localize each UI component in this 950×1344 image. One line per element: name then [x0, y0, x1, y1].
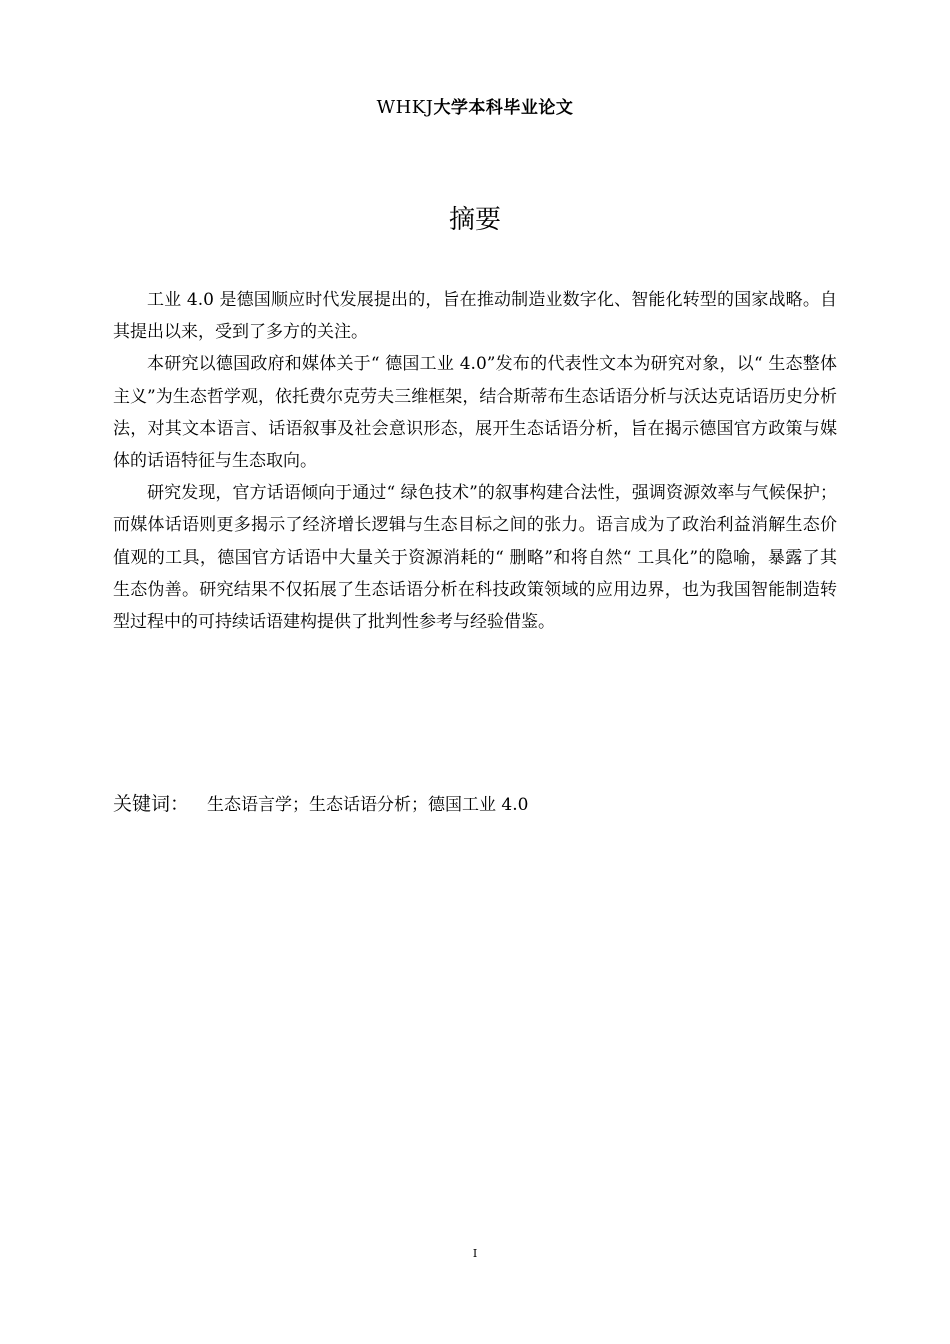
abstract-paragraph-3: 研究发现，官方话语倾向于通过“ 绿色技术”的叙事构建合法性，强调资源效率与气候保护；而媒体话语则更多揭示了经济增长逻辑与生态目标之间的张力。语言成为了政治利益消解生态价值观的工具，德国官方话语中大量关于资源消耗的“ 删略”和将自然“ 工具化”的隐喻，暴露了其生态伪善。研究结果不仅拓展了生态话语分析在科技政策领域的应用边界，也为我国智能制造转型过程中的可持续话语建构提供了批判性参考与经验借鉴。 — [113, 483, 837, 633]
page-number: I — [472, 1247, 478, 1260]
keywords-line — [113, 788, 837, 821]
keywords-value: 生态语言学；生态话语分析；德国工业 4.0 — [207, 795, 529, 815]
header-prefix: WHKJ — [376, 97, 434, 118]
header-suffix: 大学本科毕业论文 — [433, 98, 574, 118]
abstract-body — [113, 284, 837, 638]
abstract-paragraph-2: 本研究以德国政府和媒体关于“ 德国工业 4.0”发布的代表性文本为研究对象，以“ 生态整体主义”为生态哲学观，依托费尔克劳夫三维框架，结合斯蒂布生态话语分析与沃达克话语历史分析法，对其文本语言、话语叙事及社会意识形态，展开生态话语分析，旨在揭示德国官方政策与媒体的话语特征与生态取向。 — [113, 354, 837, 472]
running-header — [0, 96, 950, 120]
abstract-paragraph-1: 工业 4.0 是德国顺应时代发展提出的，旨在推动制造业数字化、智能化转型的国家战略。自其提出以来，受到了多方的关注。 — [113, 290, 837, 343]
abstract-title: 摘要 — [448, 205, 501, 235]
keywords-label: 关键词： — [113, 793, 190, 815]
